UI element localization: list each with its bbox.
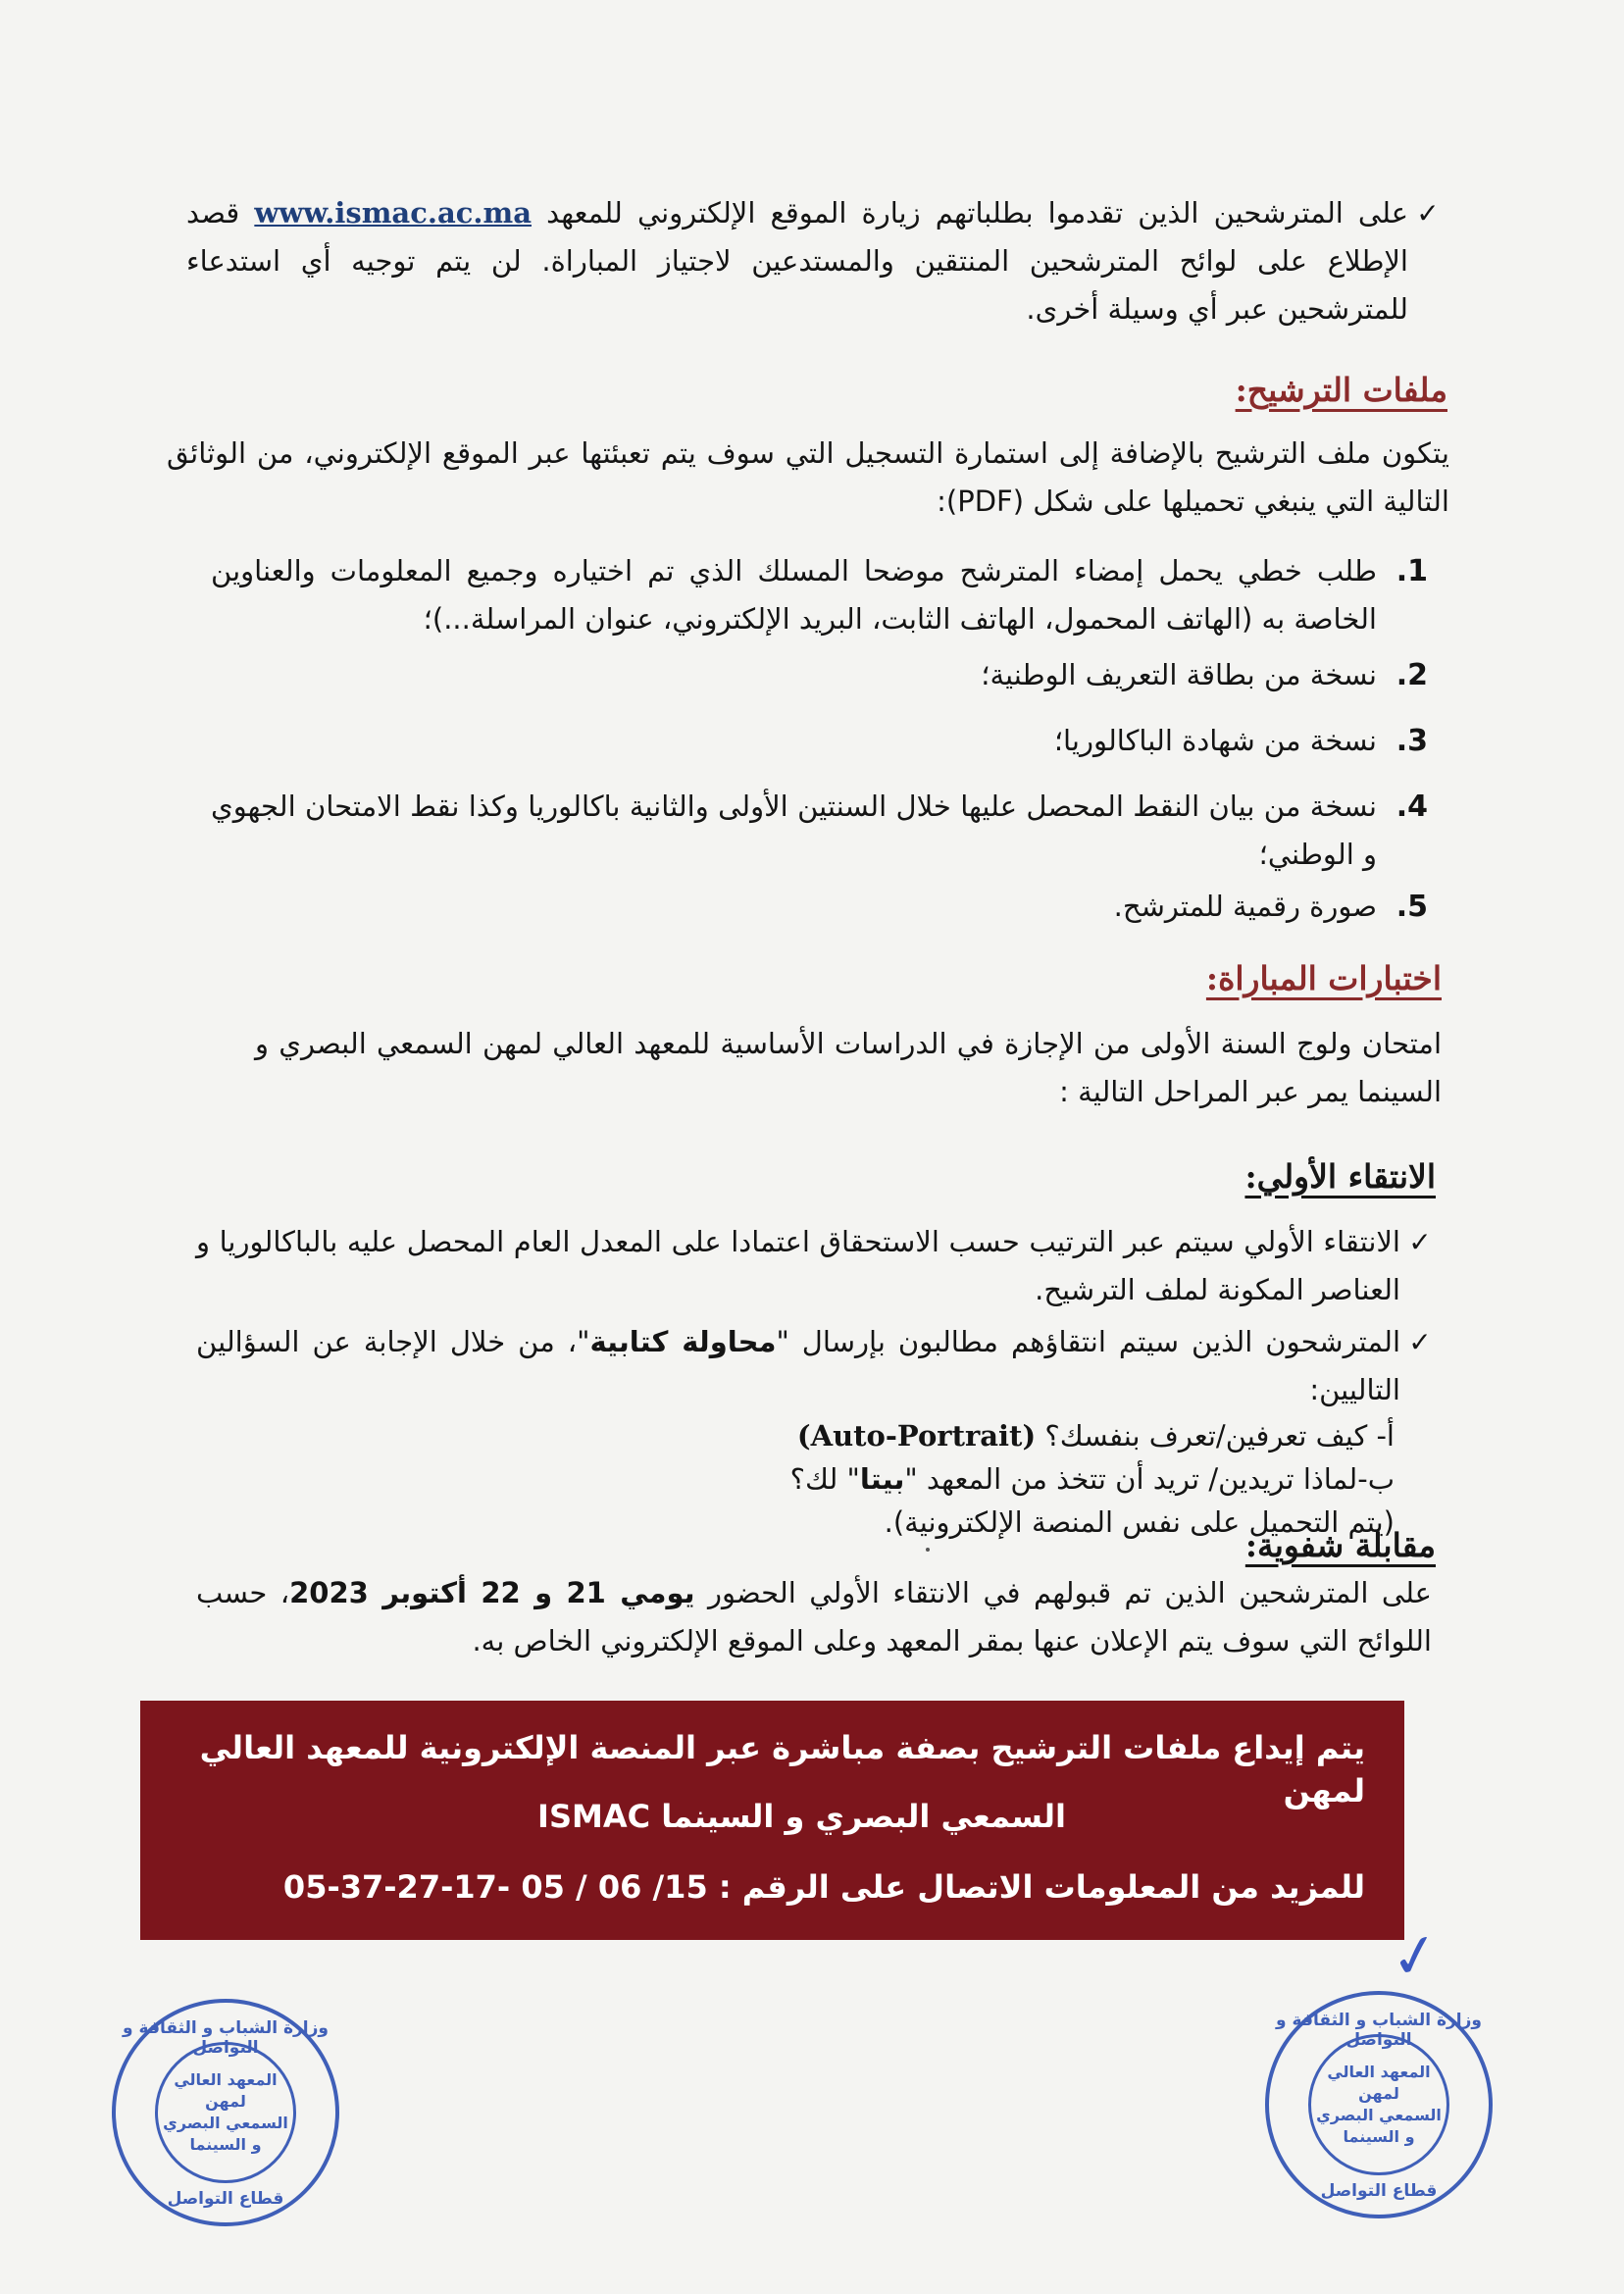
list-item-number: 5.	[1396, 890, 1428, 924]
stamp-center: المعهد العالي لمهن السمعي البصري و السينما	[155, 2042, 296, 2183]
handwritten-check-icon: ✓	[1385, 1918, 1446, 1995]
list-item-text: طلب خطي يحمل إمضاء المترشح موضحا المسلك الذي تم اختياره وجميع المعلومات والعناوين الخاصة به (الهاتف المحمول، الهاتف الثابت، البريد الإلكتروني، عنوان المراسلة...)؛	[211, 554, 1377, 636]
preselection-item-1: الانتقاء الأولي سيتم عبر الترتيب حسب الاستحقاق اعتمادا على المعدل العام المحصل عليه بالباكالوريا و العناصر المكونة لملف الترشيح.	[196, 1225, 1400, 1306]
website-link[interactable]: www.ismac.ac.ma	[254, 196, 532, 229]
questions	[196, 1414, 1440, 1544]
interview-text: على المترشحين الذين تم قبولهم في الانتقاء الأولي الحضور يومي 21 و 22 أكتوبر 2023، حسب اللوائح التي سوف يتم الإعلان عنها بمقر المعهد وعلى الموقع الإلكتروني الخاص به.	[196, 1576, 1432, 1657]
speck	[926, 1548, 930, 1552]
official-stamp-right: وزارة الشباب و الثقافة و التواصل المعهد العالي لمهن السمعي البصري و السينما قطاع التواصل	[1265, 1991, 1493, 2218]
list-item-number: 3.	[1396, 724, 1428, 758]
preselection-item-2: المترشحون الذين سيتم انتقاؤهم مطالبون بإرسال "محاولة كتابية"، من خلال الإجابة عن السؤالين التاليين:	[196, 1325, 1400, 1406]
list-item-number: 1.	[1396, 554, 1428, 588]
banner-line-2: السمعي البصري و السينما ISMAC	[537, 1798, 1066, 1835]
upload-note: (يتم التحميل على نفس المنصة الإلكترونية).	[884, 1505, 1395, 1539]
list-item	[211, 717, 1428, 765]
banner-line-1: يتم إيداع ملفات الترشيح بصفة مباشرة عبر المنصة الإلكترونية للمعهد العالي لمهن	[199, 1729, 1365, 1810]
dossier-intro: يتكون ملف الترشيح بالإضافة إلى استمارة التسجيل التي سوف يتم تعبئتها عبر الموقع الإلكتروني، من الوثائق التالية التي ينبغي تحميلها على شكل (PDF):	[167, 436, 1449, 518]
list-item-number: 2.	[1396, 658, 1428, 692]
list-item-number: 4.	[1396, 790, 1428, 824]
question-1: أ- كيف تعرفين/تعرف بنفسك؟ (Auto-Portrait)	[796, 1419, 1395, 1453]
check-icon: ✓	[1416, 197, 1440, 229]
check-icon: ✓	[1408, 1226, 1432, 1258]
tests-text: امتحان ولوج السنة الأولى من الإجازة في الدراسات الأساسية للمعهد العالي لمهن السمعي البصري و السينما يمر عبر المراحل التالية :	[255, 1027, 1442, 1108]
list-item-text: نسخة من شهادة الباكالوريا؛	[1053, 724, 1377, 757]
list-item	[211, 651, 1428, 699]
list-item	[196, 1218, 1440, 1314]
list-item	[211, 783, 1428, 879]
interview-heading: مقابلة شفوية:	[1244, 1526, 1436, 1564]
preselection-heading: الانتقاء الأولي:	[1244, 1157, 1436, 1196]
stamp-center: المعهد العالي لمهن السمعي البصري و السينما	[1308, 2034, 1449, 2175]
list-item-text: نسخة من بيان النقط المحصل عليها خلال السنتين الأولى والثانية باكالوريا وكذا نقط الامتحان الجهوي و الوطني؛	[211, 790, 1377, 871]
banner-line-3: للمزيد من المعلومات الاتصال على الرقم : 15/ 06 / 05 -17-27-37-05	[282, 1868, 1365, 1906]
dossier-heading: ملفات الترشيح:	[1235, 371, 1447, 409]
dossier-list	[211, 547, 1428, 931]
list-item-text: صورة رقمية للمترشح.	[1113, 890, 1377, 923]
intro-paragraph	[186, 189, 1447, 333]
official-stamp-left: وزارة الشباب و الثقافة و التواصل المعهد العالي لمهن السمعي البصري و السينما قطاع التواصل	[112, 1999, 339, 2226]
tests-heading: اختبارات المباراة:	[1205, 959, 1442, 997]
info-banner	[140, 1701, 1404, 1940]
intro-text-before: على المترشحين الذين تقدموا بطلباتهم زيارة الموقع الإلكتروني للمعهد	[532, 196, 1409, 229]
list-item	[211, 883, 1428, 931]
list-item	[211, 547, 1428, 643]
question-2: ب-لماذا تريدين/ تريد أن تتخذ من المعهد "بيتا" لك؟	[789, 1462, 1395, 1496]
list-item	[196, 1318, 1440, 1414]
check-icon: ✓	[1408, 1326, 1432, 1358]
preselection-list	[196, 1218, 1440, 1544]
list-item-text: نسخة من بطاقة التعريف الوطنية؛	[981, 658, 1377, 691]
intro-text-after: قصد الإطلاع على لوائح المترشحين المنتقين والمستدعين لاجتياز المباراة. لن يتم توجيه أي استدعاء للمترشحين عبر أي وسيلة أخرى.	[186, 196, 1408, 326]
